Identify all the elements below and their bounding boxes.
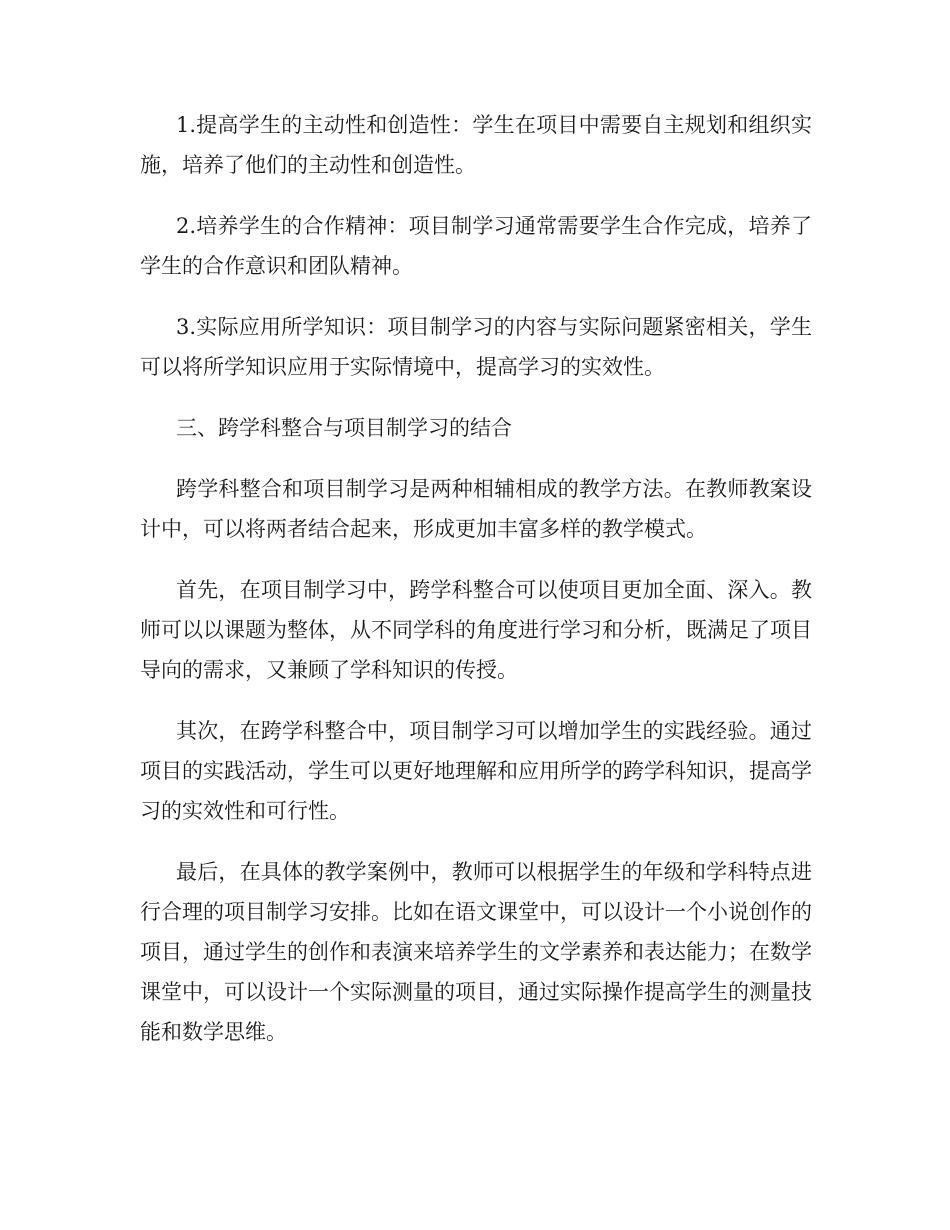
body-paragraph-first: 首先，在项目制学习中，跨学科整合可以使项目更加全面、深入。教师可以以课题为整体，从不同学科的角度进行学习和分析，既满足了项目导向的需求，又兼顾了学科知识的传授。 — [140, 578, 812, 682]
body-paragraph-last: 最后，在具体的教学案例中，教师可以根据学生的年级和学科特点进行合理的项目制学习安排。比如在语文课堂中，可以设计一个小说创作的项目，通过学生的创作和表演来培养学生的文学素养和表达能力；在数学课堂中，可以设计一个实际测量的项目，通过实际操作提高学生的测量技能和数学思维。 — [140, 860, 812, 1044]
document-body — [140, 105, 812, 1073]
body-paragraph-intro: 跨学科整合和项目制学习是两种相辅相成的教学方法。在教师教案设计中，可以将两者结合起来，形成更加丰富多样的教学模式。 — [140, 477, 812, 541]
list-item-application: 3.实际应用所学知识：项目制学习的内容与实际问题紧密相关，学生可以将所学知识应用于实际情境中，提高学习的实效性。 — [140, 315, 812, 379]
section-heading: 三、跨学科整合与项目制学习的结合 — [176, 416, 512, 440]
body-paragraph-second: 其次，在跨学科整合中，项目制学习可以增加学生的实践经验。通过项目的实践活动，学生可以更好地理解和应用所学的跨学科知识，提高学习的实效性和可行性。 — [140, 719, 812, 823]
list-item-initiative: 1.提高学生的主动性和创造性：学生在项目中需要自主规划和组织实施，培养了他们的主动性和创造性。 — [140, 113, 812, 177]
list-item-cooperation: 2.培养学生的合作精神：项目制学习通常需要学生合作完成，培养了学生的合作意识和团队精神。 — [140, 214, 812, 278]
